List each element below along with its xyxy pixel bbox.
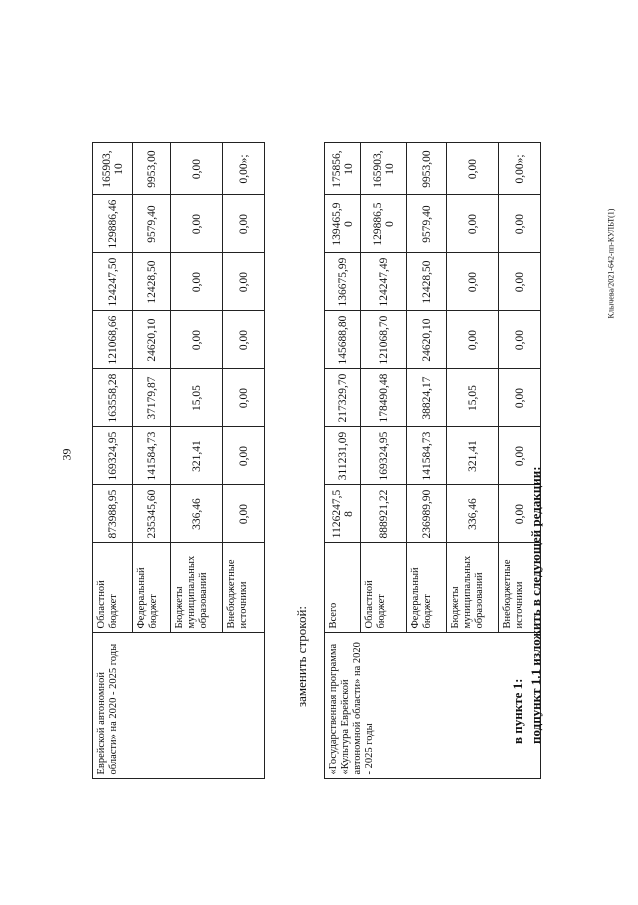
- amount-cell: 163558,28: [93, 369, 133, 427]
- paragraph-item: в пункте 1:: [510, 678, 525, 744]
- amount-cell: 0,00: [171, 253, 223, 311]
- amount-cell: 12428,50: [407, 253, 447, 311]
- amount-cell: 0,00: [499, 427, 541, 485]
- table-margin-cell: [325, 779, 541, 803]
- funding-source-cell: Федеральный бюджет: [407, 543, 447, 633]
- amount-cell: 9579,40: [407, 195, 447, 253]
- amount-cell: 169324,95: [361, 427, 407, 485]
- amount-cell: 169324,95: [93, 427, 133, 485]
- funding-source-cell: Областной бюджет: [93, 543, 133, 633]
- replace-instruction: заменить строкой:: [294, 605, 309, 707]
- amount-cell: 236989,90: [407, 485, 447, 543]
- amount-cell: 165903,10: [93, 143, 133, 195]
- amount-cell: 145688,80: [325, 311, 361, 369]
- document-reference: Клычева/2021-642-пп-КУЛЬТ(1): [606, 208, 616, 319]
- amount-cell: 139465,9 0: [325, 195, 361, 253]
- amount-cell: 124247,49: [361, 253, 407, 311]
- amount-cell: 129886,5 0: [361, 195, 407, 253]
- amount-cell: 37179,87: [133, 369, 171, 427]
- amount-cell: 0,00»;: [499, 143, 541, 195]
- amount-cell: 0,00: [499, 311, 541, 369]
- rotated-content: [75, 103, 543, 803]
- amount-cell: 0,00: [447, 253, 499, 311]
- amount-cell: 0,00: [499, 485, 541, 543]
- funding-source-cell: Внебюджетные источники: [223, 543, 265, 633]
- funding-source-cell: Бюджеты муниципальных образований: [171, 543, 223, 633]
- table-row: [325, 143, 361, 803]
- budget-table-current: [92, 143, 265, 804]
- amount-cell: 15,05: [171, 369, 223, 427]
- program-name-cell: Еврейской автономной области» на 2020 - 2025 годы: [93, 633, 265, 779]
- funding-source-cell: Областной бюджет: [361, 543, 407, 633]
- amount-cell: 321,41: [447, 427, 499, 485]
- amount-cell: 24620,10: [407, 311, 447, 369]
- amount-cell: 311231,09: [325, 427, 361, 485]
- amount-cell: 0,00: [223, 253, 265, 311]
- amount-cell: 321,41: [171, 427, 223, 485]
- table-row: [93, 143, 133, 803]
- amount-cell: 873988,95: [93, 485, 133, 543]
- amount-cell: 121068,66: [93, 311, 133, 369]
- amount-cell: 0,00: [499, 253, 541, 311]
- funding-source-cell: Федеральный бюджет: [133, 543, 171, 633]
- funding-source-cell: Внебюджетные источники: [499, 543, 541, 633]
- amount-cell: 336,46: [171, 485, 223, 543]
- amount-cell: 0,00: [223, 369, 265, 427]
- amount-cell: 9953,00: [133, 143, 171, 195]
- amount-cell: 136675,99: [325, 253, 361, 311]
- amount-cell: 0,00: [447, 195, 499, 253]
- amount-cell: 0,00: [171, 143, 223, 195]
- paragraph-subitem: подпункт 1.1 изложить в следующей редакции:: [528, 466, 543, 744]
- amount-cell: 0,00: [447, 143, 499, 195]
- amount-cell: 141584,73: [133, 427, 171, 485]
- amount-cell: 0,00: [171, 195, 223, 253]
- amount-cell: 124247,50: [93, 253, 133, 311]
- amount-cell: 888921,22: [361, 485, 407, 543]
- amount-cell: 0,00»;: [223, 143, 265, 195]
- funding-source-cell: Всего: [325, 543, 361, 633]
- amount-cell: 0,00: [223, 195, 265, 253]
- amount-cell: 1126247,58: [325, 485, 361, 543]
- amount-cell: 165903,10: [361, 143, 407, 195]
- amount-cell: 0,00: [447, 311, 499, 369]
- amount-cell: 9579,40: [133, 195, 171, 253]
- funding-source-cell: Бюджеты муниципальных образований: [447, 543, 499, 633]
- amount-cell: 9953,00: [407, 143, 447, 195]
- amount-cell: 336,46: [447, 485, 499, 543]
- page-number: 39: [59, 448, 74, 461]
- amount-cell: 0,00: [223, 311, 265, 369]
- amount-cell: 121068,70: [361, 311, 407, 369]
- amount-cell: 0,00: [171, 311, 223, 369]
- amount-cell: 175856,10: [325, 143, 361, 195]
- amount-cell: 38824,17: [407, 369, 447, 427]
- amount-cell: 0,00: [223, 427, 265, 485]
- amount-cell: 12428,50: [133, 253, 171, 311]
- amount-cell: 129886,46: [93, 195, 133, 253]
- program-name-cell: «Государственная программа «Культура Еврейской автономной области» на 2020 - 2025 годы: [325, 633, 541, 779]
- amount-cell: 178490,48: [361, 369, 407, 427]
- amount-cell: 217329,70: [325, 369, 361, 427]
- table-margin-cell: [93, 779, 265, 803]
- amount-cell: 235345,60: [133, 485, 171, 543]
- budget-table-new: [324, 143, 541, 804]
- amount-cell: 24620,10: [133, 311, 171, 369]
- amount-cell: 141584,73: [407, 427, 447, 485]
- amount-cell: 0,00: [499, 369, 541, 427]
- amount-cell: 0,00: [223, 485, 265, 543]
- amount-cell: 15,05: [447, 369, 499, 427]
- amount-cell: 0,00: [499, 195, 541, 253]
